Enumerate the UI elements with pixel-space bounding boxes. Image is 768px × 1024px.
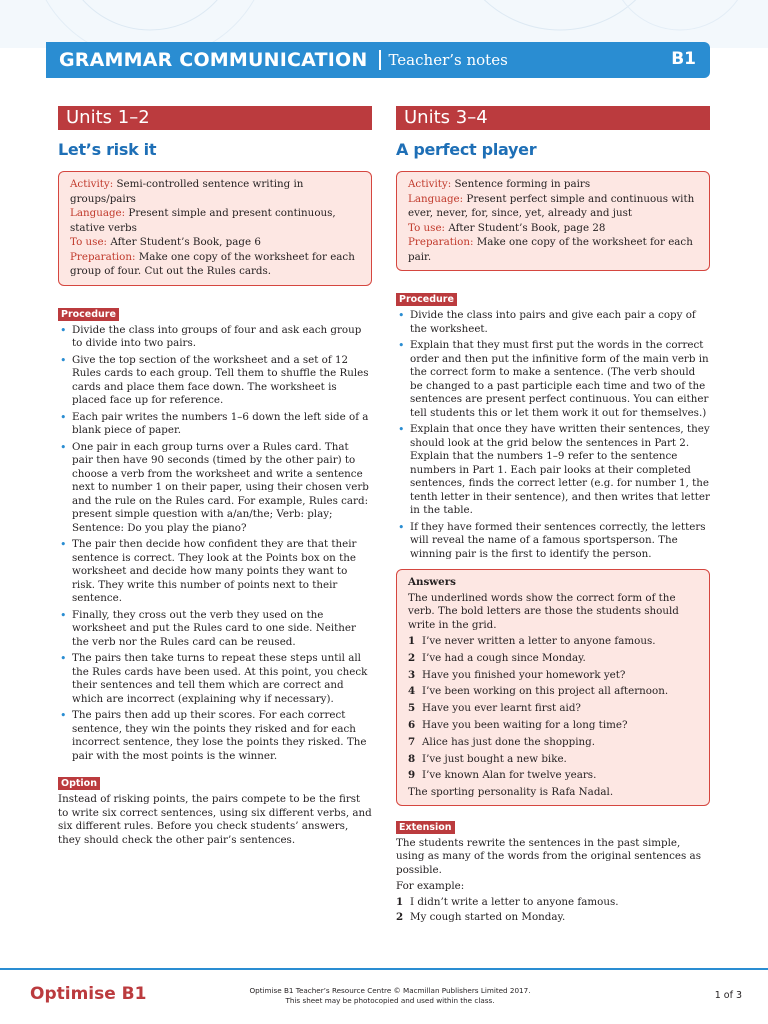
preparation-text: Make one copy of the worksheet for each pair. — [408, 236, 693, 263]
option-text: Instead of risking points, the pairs compete to be the first to write six correct sentences, using six different verbs, and six different rules. Before you check students’ answers, they should check the other pair’s sentences. — [58, 793, 372, 846]
procedure-step: • Divide the class into pairs and give each pair a copy of the worksheet. — [396, 309, 710, 336]
answer-text: Have you finished your homework yet? — [422, 668, 626, 681]
activity-box — [396, 171, 710, 271]
lesson-title: Let’s risk it — [58, 140, 157, 159]
language-text: Present simple and present continuous, stative verbs — [70, 207, 336, 234]
answer-item — [408, 719, 698, 733]
to-use-line — [408, 221, 698, 236]
answer-text: I’ve never written a letter to anyone famous. — [422, 635, 656, 647]
answer-number: 4 — [408, 685, 416, 698]
answer-text: I’ve had a cough since Monday. — [422, 651, 586, 664]
preparation-label: Preparation: — [70, 250, 136, 263]
answers-intro: The underlined words show the correct form of the verb. The bold letters are those the students should write in the grid. — [408, 591, 679, 631]
answer-item — [408, 669, 698, 683]
header-decoration — [0, 0, 768, 48]
language-line — [408, 192, 698, 221]
preparation-line — [408, 235, 698, 264]
to-use-text: After Student’s Book, page 6 — [110, 236, 261, 248]
procedure-step: • Divide the class into groups of four and ask each group to divide into two pairs. — [58, 324, 372, 351]
procedure-list — [58, 324, 372, 764]
answer-number: 9 — [408, 769, 416, 782]
answers-final: The sporting personality is Rafa Nadal. — [408, 786, 614, 799]
procedure-step: • The pairs then take turns to repeat these steps until all the Rules cards have been used. At this point, you check their sentences and tell them which are correct and which are incorrect (explaining why if necessary). — [58, 652, 372, 706]
preparation-line — [70, 250, 360, 279]
answer-text: Have you been waiting for a long time? — [422, 718, 628, 731]
answer-text: I’ve just bought a new bike. — [422, 752, 567, 765]
answer-number: 1 — [408, 635, 416, 647]
activity-line — [70, 177, 360, 206]
language-text: Present perfect simple and continuous with ever, never, for, since, yet, already and just — [408, 192, 695, 219]
procedure-step: • The pairs then add up their scores. For each correct sentence, they win the points they risked and for each incorrect sentence, they lose the points they risked. The pair with the most points is the winner. — [58, 709, 372, 763]
lesson-title: A perfect player — [396, 140, 537, 159]
to-use-label: To use: — [408, 221, 446, 234]
example-item — [396, 911, 710, 925]
procedure-label: Procedure — [396, 293, 457, 306]
option-label: Option — [58, 777, 100, 790]
activity-label: Activity: — [408, 178, 452, 190]
procedure-step: • If they have formed their sentences correctly, the letters will reveal the name of a famous sportsperson. The winning pair is the first to identify the person. — [396, 521, 710, 562]
preparation-text: Make one copy of the worksheet for each group of four. Cut out the Rules cards. — [70, 250, 355, 277]
left-column — [58, 106, 372, 847]
header-bar — [46, 42, 710, 78]
example-number: 1 — [396, 895, 404, 908]
example-number: 2 — [396, 911, 404, 924]
footer-copyright-line: This sheet may be photocopied and used within the class. — [285, 996, 495, 1005]
answer-item — [408, 702, 698, 716]
answer-number: 6 — [408, 718, 416, 731]
example-intro: For example: — [396, 880, 465, 893]
procedure-step: • Explain that they must first put the words in the correct order and then put the infinitive form of the main verb in the correct form to make a sentence. (The verb should be changed to a past participle each time and two of the sentences are present perfect continuous. You can either tell students this or let them work it out for themselves.) — [396, 339, 710, 420]
example-item — [396, 896, 710, 910]
example-text: I didn’t write a letter to anyone famous. — [410, 895, 619, 908]
to-use-line — [70, 235, 360, 250]
to-use-label: To use: — [70, 236, 108, 248]
header-level: B1 — [671, 49, 696, 69]
procedure-step: • Explain that once they have written their sentences, they should look at the grid below the sentences in Part 2. Explain that the numbers 1–9 refer to the sentence numbers in Part 1. Each pair looks at their completed sentences, finds the correct letter (e.g. for number 1, the tenth letter in their sentence), and then writes that letter in the table. — [396, 423, 710, 518]
answer-text: Have you ever learnt first aid? — [422, 702, 581, 715]
language-label: Language: — [70, 207, 126, 219]
answer-item — [408, 736, 698, 750]
footer-divider — [0, 968, 768, 970]
to-use-text: After Student’s Book, page 28 — [448, 221, 606, 234]
unit-heading: Units 3–4 — [396, 106, 710, 130]
activity-line — [408, 177, 698, 192]
answer-item — [408, 753, 698, 767]
header-separator — [379, 50, 381, 70]
preparation-label: Preparation: — [408, 236, 474, 248]
example-text: My cough started on Monday. — [410, 911, 566, 924]
footer-copyright — [180, 986, 600, 1006]
answer-text: I’ve known Alan for twelve years. — [422, 769, 597, 782]
language-label: Language: — [408, 192, 464, 205]
extension-text: The students rewrite the sentences in the past simple, using as many of the words from the original sentences as possible. — [396, 836, 701, 876]
procedure-label: Procedure — [58, 308, 119, 321]
procedure-list — [396, 309, 710, 561]
footer-brand: Optimise B1 — [30, 984, 147, 1004]
answer-number: 7 — [408, 735, 416, 748]
unit-heading: Units 1–2 — [58, 106, 372, 130]
procedure-step: • Give the top section of the worksheet and a set of 12 Rules cards to each group. Tell them to shuffle the Rules cards and place them face down. The worksheet is placed face up for reference. — [58, 354, 372, 408]
answer-number: 5 — [408, 702, 416, 715]
extension-label: Extension — [396, 821, 455, 834]
activity-text: Sentence forming in pairs — [454, 178, 591, 190]
header-title: GRAMMAR COMMUNICATION — [59, 49, 368, 71]
page-number: 1 of 3 — [714, 990, 742, 1001]
activity-text: Semi-controlled sentence writing in groups/pairs — [70, 178, 304, 205]
right-column — [396, 106, 710, 925]
answers-box — [396, 569, 710, 806]
language-line — [70, 206, 360, 235]
header-subtitle: Teacher’s notes — [388, 51, 508, 69]
answer-item — [408, 685, 698, 699]
footer-copyright-line: Optimise B1 Teacher’s Resource Centre © Macmillan Publishers Limited 2017. — [249, 986, 531, 995]
answer-item — [408, 635, 698, 649]
procedure-step: • Each pair writes the numbers 1–6 down the left side of a blank piece of paper. — [58, 411, 372, 438]
activity-label: Activity: — [70, 178, 114, 190]
answer-number: 8 — [408, 752, 416, 765]
answer-item — [408, 652, 698, 666]
procedure-step: • The pair then decide how confident they are that their sentence is correct. They look at the Points box on the worksheet and decide how many points they want to risk. They write this number of points next to their sentence. — [58, 538, 372, 606]
answers-title: Answers — [408, 576, 456, 588]
procedure-step: • One pair in each group turns over a Rules card. That pair then have 90 seconds (timed by the other pair) to choose a verb from the worksheet and write a sentence next to number 1 on their paper, using their chosen verb and the rule on the Rules card. For example, Rules card: present simple question with a/an/the; Verb: play; Sentence: Do you play the piano? — [58, 441, 372, 536]
answer-text: I’ve been working on this project all afternoon. — [422, 685, 669, 698]
activity-box — [58, 171, 372, 286]
answer-number: 2 — [408, 651, 416, 664]
answer-item — [408, 769, 698, 783]
procedure-step: • Finally, they cross out the verb they used on the worksheet and put the Rules card to one side. Neither the verb nor the Rules card can be reused. — [58, 609, 372, 650]
answer-text: Alice has just done the shopping. — [422, 735, 596, 748]
answer-number: 3 — [408, 668, 416, 681]
